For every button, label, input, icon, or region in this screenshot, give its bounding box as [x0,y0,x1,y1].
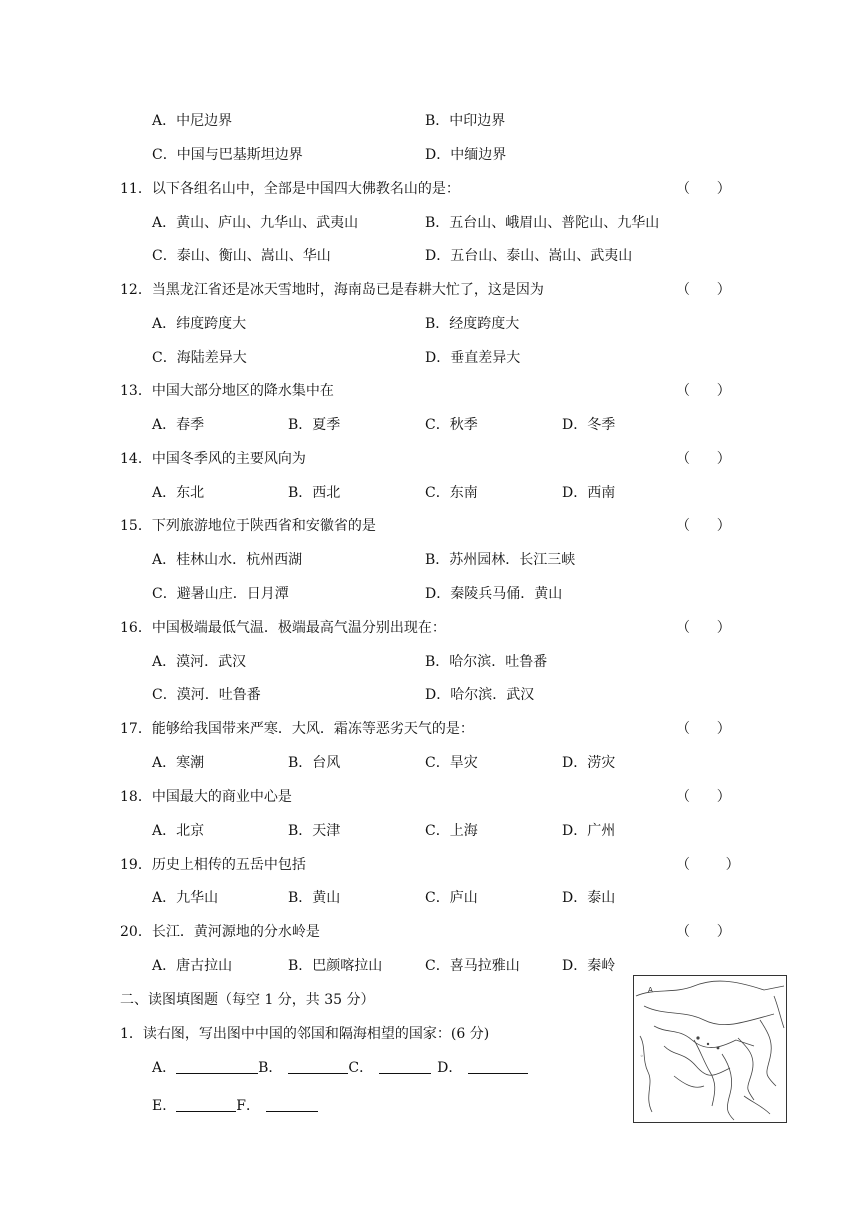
option-a: A．黄山、庐山、九华山、武夷山 [152,215,359,231]
option-b: B．天津 [288,823,341,839]
answer-paren: （ ） [676,383,731,399]
option-a: A．桂林山水．杭州西湖 [152,552,303,568]
option-d: D．泰山 [562,890,616,906]
option-c: C．上海 [425,823,478,839]
option-c: C．秋季 [425,417,478,433]
option-b: B．中印边界 [425,113,506,129]
option-c: C．泰山、衡山、嵩山、华山 [152,248,331,264]
option-d: D．五台山、泰山、嵩山、武夷山 [425,248,633,264]
fill-blanks-row-1 [152,1058,528,1078]
map-marker: ◦ [640,1053,644,1060]
blank-b[interactable] [288,1059,348,1074]
answer-paren: （ ） [676,181,731,197]
option-a: A．春季 [152,417,205,433]
option-b: B．夏季 [288,417,341,433]
option-b: B．巴颜喀拉山 [288,958,383,974]
answer-paren: （ ） [676,857,740,873]
question-stem: 1．读右图，写出图中中国的邻国和隔海相望的国家：(6 分) [120,1026,490,1042]
answer-paren: （ ） [676,924,731,940]
question-stem: 12．当黑龙江省还是冰天雪地时，海南岛已是春耕大忙了，这是因为 [120,282,544,298]
option-c: C．避暑山庄．日月潭 [152,586,289,602]
blank-label-f: F． [236,1098,260,1114]
fill-blanks-row-2 [152,1096,318,1116]
option-d: D．西南 [562,485,616,501]
option-b: B．西北 [288,485,341,501]
option-d: D．涝灾 [562,755,616,771]
map-outline-drawing [634,976,786,1122]
question-stem: 14．中国冬季风的主要风向为 [120,451,306,467]
question-stem: 13．中国大部分地区的降水集中在 [120,383,334,399]
blank-label-e: E． [152,1098,177,1114]
option-d: D．秦陵兵马俑．黄山 [425,586,563,602]
option-c: C．漠河．吐鲁番 [152,687,261,703]
map-label-a: A [648,986,653,994]
blank-label-c: C． [348,1060,374,1076]
option-a: A．寒潮 [152,755,205,771]
option-d: D．冬季 [562,417,616,433]
answer-paren: （ ） [676,789,731,805]
question-stem: 18．中国最大的商业中心是 [120,789,292,805]
option-a: A．九华山 [152,890,219,906]
question-stem: 20．长江．黄河源地的分水岭是 [120,924,320,940]
option-b: B．黄山 [288,890,341,906]
option-c: C．中国与巴基斯坦边界 [152,147,303,163]
option-c: C．旱灾 [425,755,478,771]
blank-label-a: A． [152,1060,177,1076]
option-d: D．哈尔滨．武汉 [425,687,535,703]
option-c: C．庐山 [425,890,478,906]
neighbors-map [633,975,787,1123]
option-a: A．唐古拉山 [152,958,233,974]
blank-e[interactable] [176,1097,236,1112]
option-c: C．海陆差异大 [152,350,247,366]
option-d: D．中缅边界 [425,147,507,163]
option-c: C．喜马拉雅山 [425,958,520,974]
option-a: A．纬度跨度大 [152,316,247,332]
option-b: B．苏州园林．长江三峡 [425,552,576,568]
option-d: D．秦岭 [562,958,616,974]
question-stem: 15．下列旅游地位于陕西省和安徽省的是 [120,518,376,534]
blank-label-b: B． [258,1060,283,1076]
blank-a[interactable] [176,1059,258,1074]
answer-paren: （ ） [676,620,731,636]
answer-paren: （ ） [676,721,731,737]
option-c: C．东南 [425,485,478,501]
question-stem: 19．历史上相传的五岳中包括 [120,857,306,873]
option-d: D．垂直差异大 [425,350,521,366]
option-a: A．漠河．武汉 [152,654,247,670]
option-d: D．广州 [562,823,616,839]
answer-paren: （ ） [676,518,731,534]
option-a: A．中尼边界 [152,113,233,129]
blank-d[interactable] [468,1059,528,1074]
question-stem: 16．中国极端最低气温．极端最高气温分别出现在： [120,620,446,636]
option-b: B．哈尔滨．吐鲁番 [425,654,548,670]
option-b: B．五台山、峨眉山、普陀山、九华山 [425,215,660,231]
blank-label-d: D． [437,1060,463,1076]
blank-c[interactable] [379,1059,431,1074]
blank-f[interactable] [266,1097,318,1112]
question-stem: 11．以下各组名山中，全部是中国四大佛教名山的是： [120,181,460,197]
option-b: B．台风 [288,755,341,771]
answer-paren: （ ） [676,451,731,467]
option-a: A．北京 [152,823,205,839]
option-a: A．东北 [152,485,205,501]
question-stem: 17．能够给我国带来严寒．大风．霜冻等恶劣天气的是： [120,721,474,737]
option-b: B．经度跨度大 [425,316,520,332]
section-heading: 二、读图填图题（每空 1 分，共 35 分） [120,992,375,1008]
answer-paren: （ ） [676,282,731,298]
